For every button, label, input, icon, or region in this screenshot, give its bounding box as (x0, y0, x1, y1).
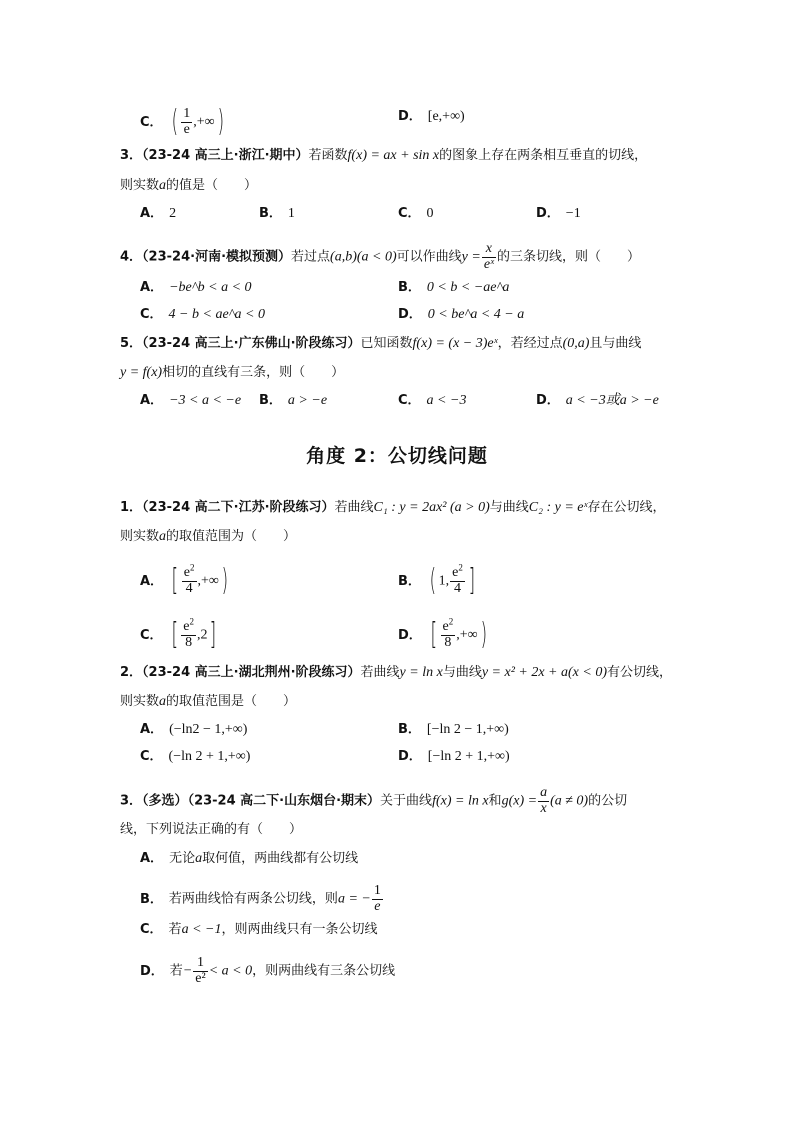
fraction: $\frac{1}{e}$ (373, 883, 381, 914)
q3-option-c: C． 0 (398, 206, 434, 221)
section2-question-3: 3．（多选）（23-24 高二下·山东烟台·期末）关于曲线f(x) = ln x和g(x) = $\frac{a}{x}$ (a ≠ 0)的公切 (120, 785, 628, 816)
s2q1-option-a: A． [ $\frac{e^2}{4}$ ,+∞) (140, 562, 228, 599)
question-4: 4．（23-24·河南·模拟预测）若过点(a,b)(a < 0)可以作曲线y = $\frac{x}{\text{eˣ}}$ 的三条切线，则（ ） (120, 241, 641, 272)
fraction: $\frac{1}{e}$ (183, 106, 191, 137)
q4-option-a: A． −be^b < a < 0 (140, 280, 252, 295)
fraction: $\frac{x}{\text{eˣ}}$ (483, 241, 494, 272)
s2q2-option-d: D． [−ln 2 + 1,+∞) (398, 749, 510, 764)
s2q3-option-c: C． 若a < −1，则两曲线只有一条公切线 (140, 922, 378, 937)
fraction: $\frac{1}{\text{e²}}$ (195, 955, 206, 986)
s2q3-option-d: D． 若− $\frac{1}{\text{e²}}$ < a < 0，则两曲线有三条公切线 (140, 955, 396, 986)
fraction: $\frac{e^2}{4}$ (183, 562, 195, 596)
fraction: $\frac{e^2}{4}$ (452, 562, 463, 596)
question-5: 5．（23-24 高三上·广东佛山·阶段练习）已知函数f(x) = (x − 3)eˣ，若经过点(0,a)且与曲线 (120, 336, 642, 351)
question-3-line2: 则实数a的值是（ ） (120, 178, 258, 193)
section2-question-3-line2: 线，下列说法正确的有（ ） (120, 822, 303, 837)
s2q1-option-d: D． [ $\frac{e^2}{8}$ ,+∞) (398, 616, 487, 653)
fraction: $\frac{e^2}{8}$ (442, 616, 454, 650)
section2-question-2-line2: 则实数a的取值范围是（ ） (120, 694, 297, 709)
q5-option-c: C． a < −3 (398, 393, 467, 408)
q4-option-c: C． 4 − b < ae^a < 0 (140, 307, 266, 322)
q5-option-d: D． a < −3或a > −e (536, 393, 659, 408)
q3-option-a: A． 2 (140, 206, 177, 221)
q5-option-a: A． −3 < a < −e (140, 393, 242, 408)
s2q3-option-b: B． 若两曲线恰有两条公切线，则a = − $\frac{1}{e}$ (140, 883, 381, 914)
q5-option-b: B． a > −e (259, 393, 328, 408)
s2q2-option-c: C． (−ln 2 + 1,+∞) (140, 749, 251, 764)
q3-option-b: B． 1 (259, 206, 295, 221)
s2q1-option-c: C． [ $\frac{e^2}{8}$ ,2] (140, 616, 217, 653)
q4-option-d: D． 0 < be^a < 4 − a (398, 307, 525, 322)
s2q1-option-b: B． ( 1, $\frac{e^2}{4}$ ] (398, 562, 475, 599)
q4-option-b: B． 0 < b < −ae^a (398, 280, 510, 295)
question-5-line2: y = f(x)相切的直线有三条，则（ ） (120, 365, 345, 380)
fraction: $\frac{e^2}{8}$ (183, 616, 194, 650)
prev-question-option-c: C． ( $\frac{1}{e}$ ,+∞) (140, 104, 224, 140)
s2q2-option-a: A． (−ln2 − 1,+∞) (140, 722, 248, 737)
fraction: $\frac{a}{x}$ (540, 785, 548, 816)
s2q2-option-b: B． [−ln 2 − 1,+∞) (398, 722, 509, 737)
section-title: 角度 2：公切线问题 (306, 445, 488, 467)
section2-question-2: 2．（23-24 高三上·湖北荆州·阶段练习）若曲线y = ln x与曲线y = x² + 2x + a(x < 0)有公切线， (120, 665, 673, 680)
section2-question-1: 1．（23-24 高二下·江苏·阶段练习）若曲线C₁ : y = 2ax² (a > 0)与曲线C₂ : y = eˣ存在公切线， (120, 500, 666, 515)
prev-question-option-d: D． [e,+∞) (398, 109, 465, 124)
q3-option-d: D． −1 (536, 206, 581, 221)
question-3: 3．（23-24 高三上·浙江·期中）若函数f(x) = ax + sin x的图象上存在两条相互垂直的切线， (120, 148, 648, 163)
s2q3-option-a: A． 无论a取何值，两曲线都有公切线 (140, 851, 359, 866)
section2-question-1-line2: 则实数a的取值范围为（ ） (120, 529, 297, 544)
